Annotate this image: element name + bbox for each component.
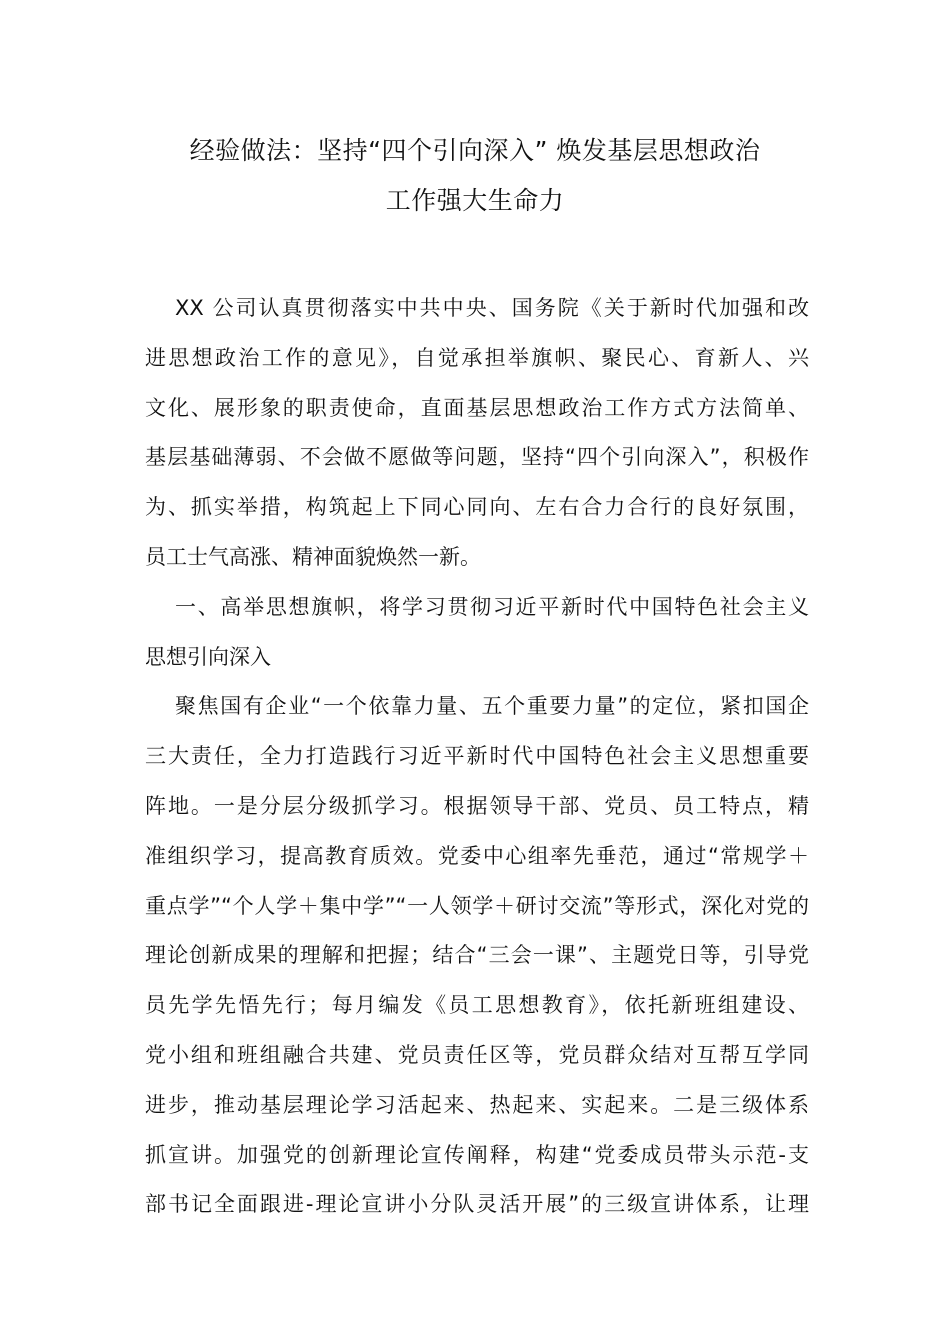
body-line: 进步，推动基层理论学习活起来、热起来、实起来。二是三级体系 — [145, 1092, 809, 1117]
body-line: 抓宣讲。加强党的创新理论宣传阐释，构建“党委成员带头示范-支 — [145, 1142, 809, 1167]
body-line: 理论创新成果的理解和把握；结合“三会一课”、主题党日等，引导党 — [145, 943, 809, 968]
body-line: 三大责任，全力打造践行习近平新时代中国特色社会主义思想重要 — [145, 744, 809, 769]
document-title-line-2: 工作强大生命力 — [385, 186, 565, 215]
document-body — [145, 284, 809, 1230]
body-line: 党小组和班组融合共建、党员责任区等，党员群众结对互帮互学同 — [145, 1042, 809, 1067]
document-title-line-1: 经验做法：坚持“四个引向深入” 焕发基层思想政治 — [189, 136, 761, 165]
body-line: 准组织学习，提高教育质效。党委中心组率先垂范，通过“常规学＋ — [145, 843, 809, 868]
body-line: 员先学先悟先行；每月编发《员工思想教育》，依托新班组建设、 — [145, 993, 809, 1018]
body-line: 重点学”“个人学＋集中学”“一人领学＋研讨交流”等形式，深化对党的 — [145, 893, 809, 918]
body-line: XX 公司认真贯彻落实中共中央、国务院《关于新时代加强和改 — [175, 296, 809, 320]
section-heading-line: 思想引向深入 — [145, 644, 271, 669]
body-line: 员工士气高涨、精神面貌焕然一新。 — [145, 544, 481, 569]
body-line: 为、抓实举措，构筑起上下同心同向、左右合力合行的良好氛围， — [145, 495, 809, 520]
body-line: 基层基础薄弱、不会做不愿做等问题，坚持“四个引向深入”，积极作 — [145, 445, 809, 470]
section-heading-line: 一、高举思想旗帜，将学习贯彻习近平新时代中国特色社会主义 — [175, 594, 809, 619]
body-line: 进思想政治工作的意见》，自觉承担举旗帜、聚民心、育新人、兴 — [145, 345, 809, 370]
body-line: 阵地。一是分层分级抓学习。根据领导干部、党员、员工特点，精 — [145, 793, 809, 818]
body-line: 聚焦国有企业“一个依靠力量、五个重要力量”的定位，紧扣国企 — [175, 694, 809, 719]
body-line: 部书记全面跟进-理论宣讲小分队灵活开展”的三级宣讲体系，让理 — [145, 1192, 809, 1217]
body-line: 文化、展形象的职责使命，直面基层思想政治工作方式方法简单、 — [145, 395, 809, 420]
